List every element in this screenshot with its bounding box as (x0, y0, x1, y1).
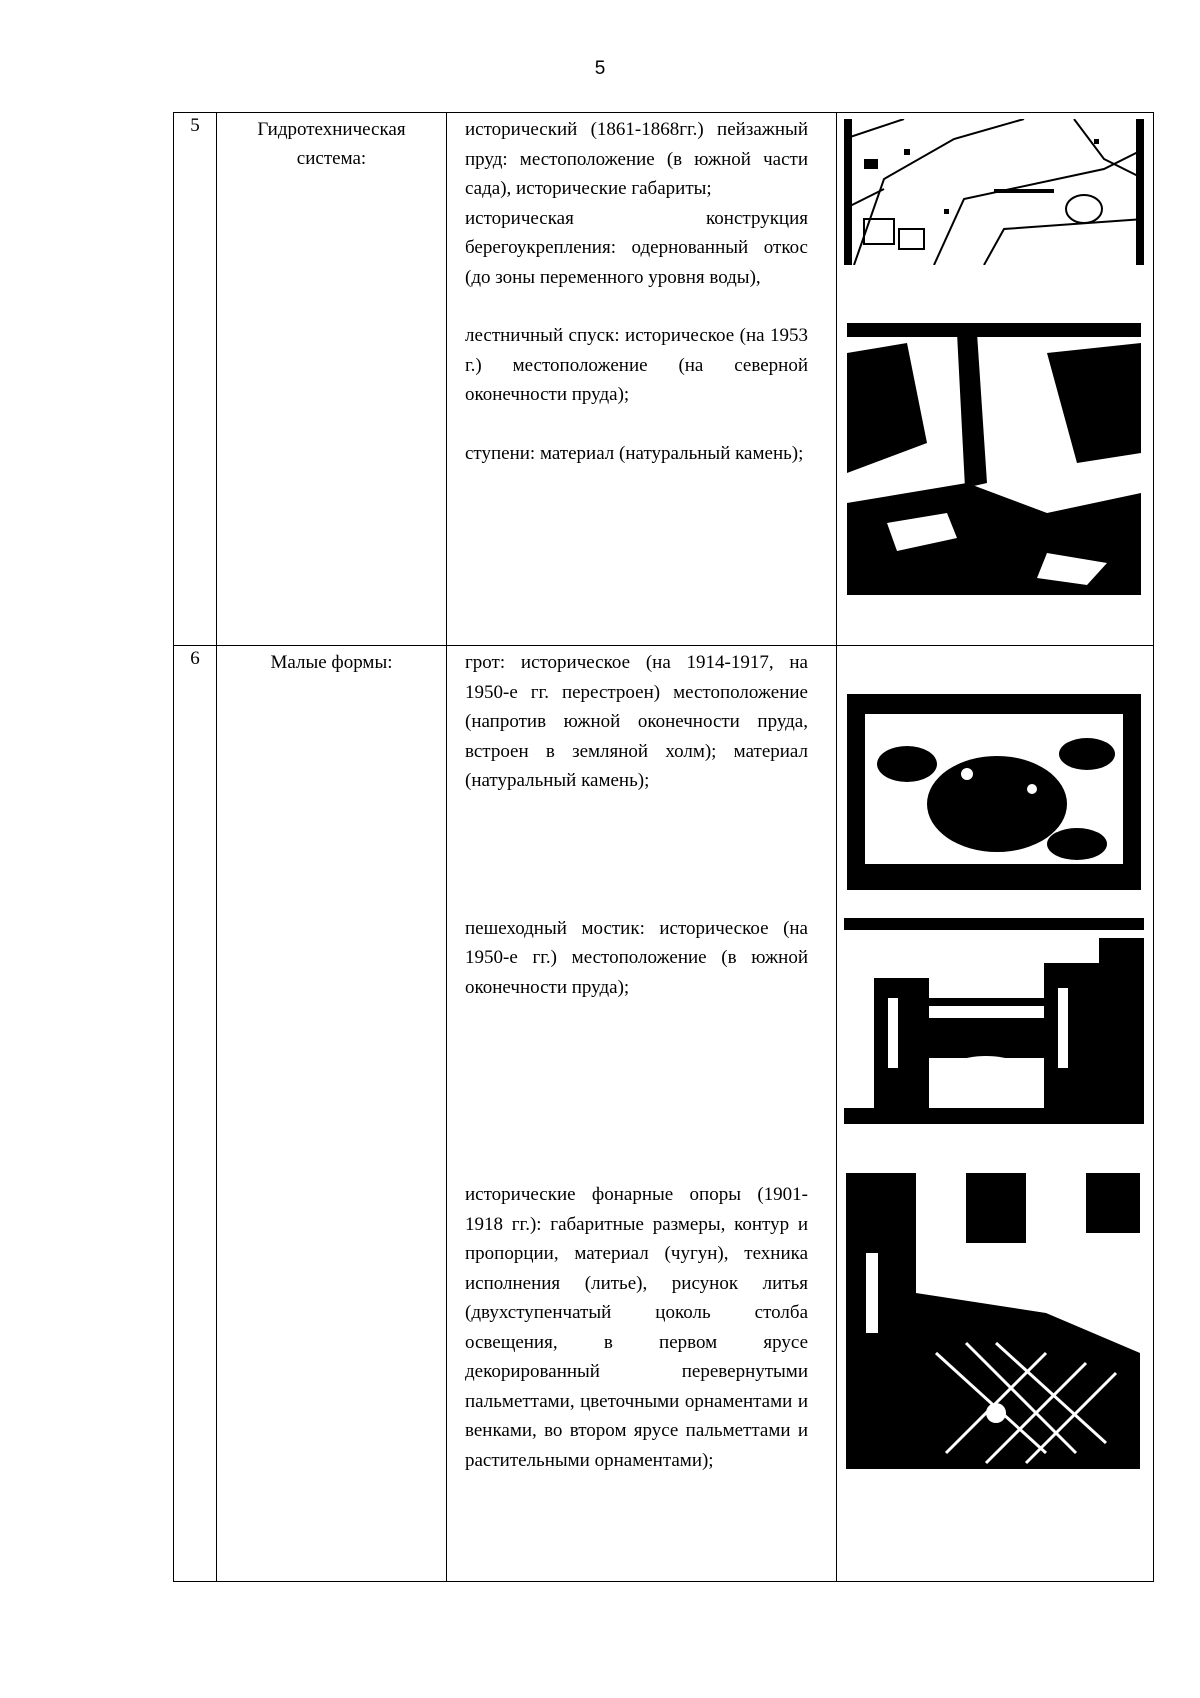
illustration-cell (837, 646, 1154, 1582)
feature-name (217, 113, 447, 646)
desc-paragraph: историческая конструкция берегоукрепления: одернованный откос (до зоны переменного уровня воды), (465, 207, 808, 288)
feature-name-line: система: (296, 148, 367, 169)
table-row-6 (174, 646, 1154, 1582)
stairs-photo (847, 323, 1141, 595)
illustration-cell (837, 113, 1154, 646)
feature-name-line: Гидротехническая (257, 119, 406, 140)
feature-name-line: Малые формы: (270, 652, 393, 673)
feature-description (447, 646, 837, 1582)
table-row-5 (174, 113, 1154, 646)
desc-paragraph: ступени: материал (натуральный камень); (465, 442, 804, 464)
desc-paragraph: грот: историческое (на 1914-1917, на 1950-е гг. перестроен) местоположение (напротив южной оконечности пруда, встроен в земляной холм); материал (натуральный камень); (465, 652, 808, 791)
row-number: 5 (174, 113, 217, 646)
feature-name (217, 646, 447, 1582)
desc-paragraph: исторические фонарные опоры (1901-1918 гг.): габаритные размеры, контур и пропорции, материал (чугун), техника исполнения (литье), рисунок литья (двухступенчатый цоколь столба освещения, в первом ярусе декорированный перевернутыми пальметтами, цветочными орнаментами и венками, во втором ярусе пальметтами и растительными орнаментами); (465, 1184, 808, 1471)
desc-paragraph: лестничный спуск: историческое (на 1953 г.) местоположение (на северной оконечности пруда); (465, 325, 808, 405)
desc-paragraph: пешеходный мостик: историческое (на 1950-е гг.) местоположение (в южной оконечности пруда); (465, 917, 808, 998)
desc-paragraph: исторический (1861-1868гг.) пейзажный пруд: местоположение (в южной части сада), исторические габариты; (465, 119, 808, 199)
lamp-post-photo (846, 1173, 1140, 1469)
page-number: 5 (594, 58, 606, 79)
historical-map-image (844, 119, 1144, 265)
footbridge-photo (844, 918, 1144, 1124)
row-number: 6 (174, 646, 217, 1582)
grotto-photo (847, 694, 1141, 890)
feature-description (447, 113, 837, 646)
monument-features-table (173, 112, 1154, 1582)
